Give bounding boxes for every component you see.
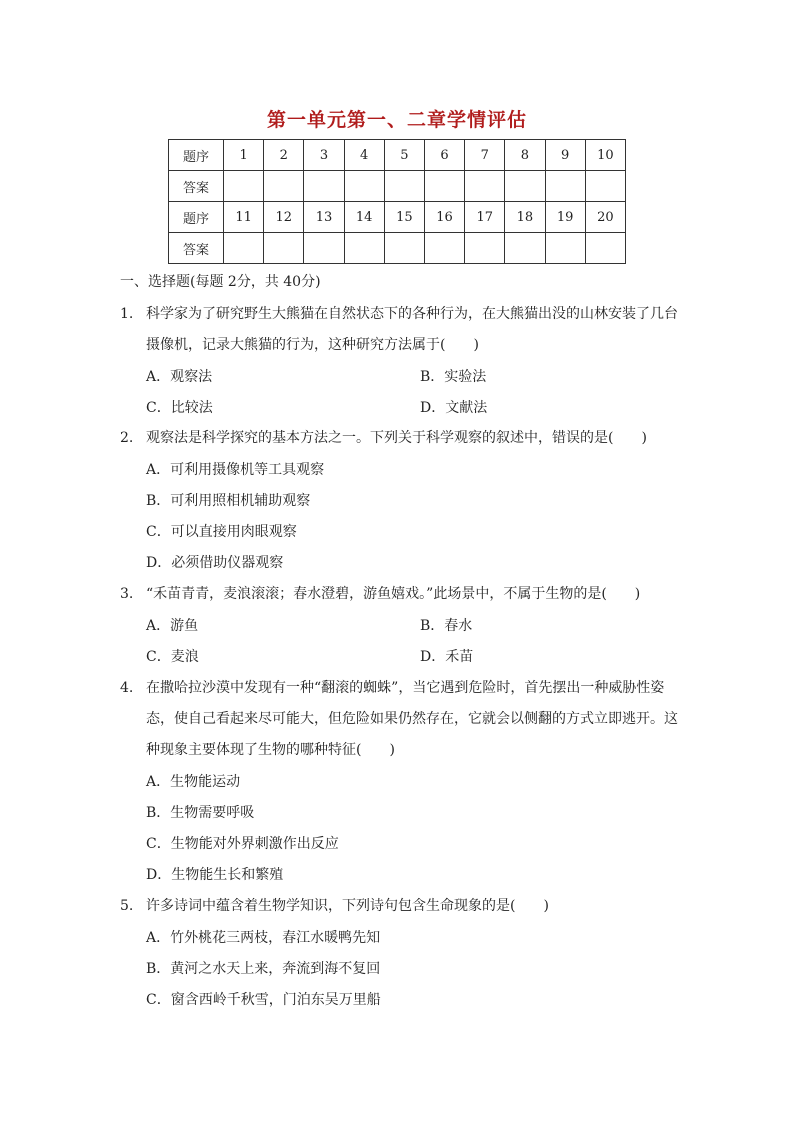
option-d[interactable]: D．文献法 bbox=[420, 400, 488, 416]
table-row-numbers-2 bbox=[169, 202, 626, 233]
answer-cell[interactable] bbox=[384, 233, 424, 264]
question-number: 2. bbox=[120, 430, 134, 446]
option-d[interactable]: D．必须借助仪器观察 bbox=[146, 555, 284, 571]
option-a[interactable]: A．游鱼 bbox=[146, 618, 199, 634]
answer-table bbox=[168, 139, 626, 264]
question-number-cell: 1 bbox=[224, 140, 264, 171]
question-number-cell: 6 bbox=[424, 140, 464, 171]
question-number-cell: 13 bbox=[304, 202, 344, 233]
answer-cell[interactable] bbox=[344, 171, 384, 202]
table-row-answers-2 bbox=[169, 233, 626, 264]
answer-cell[interactable] bbox=[465, 171, 505, 202]
option-a[interactable]: A．生物能运动 bbox=[146, 774, 241, 790]
question-number: 5. bbox=[120, 898, 134, 914]
answer-cell[interactable] bbox=[304, 171, 344, 202]
question-line: 许多诗词中蕴含着生物学知识，下列诗句包含生命现象的是( ) bbox=[146, 898, 549, 914]
answer-cell[interactable] bbox=[545, 171, 585, 202]
question-number-cell: 14 bbox=[344, 202, 384, 233]
question-line: “禾苗青青，麦浪滚滚；春水澄碧，游鱼嬉戏。”此场景中，不属于生物的是( ) bbox=[146, 586, 641, 602]
answer-cell[interactable] bbox=[585, 171, 625, 202]
answer-cell[interactable] bbox=[505, 171, 545, 202]
question-number-cell: 4 bbox=[344, 140, 384, 171]
answer-cell[interactable] bbox=[545, 233, 585, 264]
question-text bbox=[146, 299, 686, 361]
row-header: 题序 bbox=[169, 140, 224, 171]
question-line: 态，使自己看起来尽可能大，但危险如果仍然存在，它就会以侧翻的方式立即逃开。这 bbox=[146, 711, 678, 727]
answer-cell[interactable] bbox=[424, 233, 464, 264]
answer-cell[interactable] bbox=[384, 171, 424, 202]
question-number-cell: 8 bbox=[505, 140, 545, 171]
option-b[interactable]: B．实验法 bbox=[420, 369, 487, 385]
option-a[interactable]: A．观察法 bbox=[146, 369, 213, 385]
question-number-cell: 17 bbox=[465, 202, 505, 233]
page-title: 第一单元第一、二章学情评估 bbox=[266, 109, 527, 131]
option-c[interactable]: C．麦浪 bbox=[146, 649, 199, 665]
question-number: 4. bbox=[120, 680, 134, 696]
answer-cell[interactable] bbox=[224, 233, 264, 264]
answer-cell[interactable] bbox=[505, 233, 545, 264]
question-text bbox=[146, 673, 686, 766]
option-b[interactable]: B．黄河之水天上来，奔流到海不复回 bbox=[146, 961, 381, 977]
option-c[interactable]: C．可以直接用肉眼观察 bbox=[146, 524, 297, 540]
question-number-cell: 12 bbox=[264, 202, 304, 233]
row-header: 答案 bbox=[169, 171, 224, 202]
question-number-cell: 16 bbox=[424, 202, 464, 233]
question-number-cell: 20 bbox=[585, 202, 625, 233]
row-header: 答案 bbox=[169, 233, 224, 264]
question-number-cell: 5 bbox=[384, 140, 424, 171]
question-number-cell: 2 bbox=[264, 140, 304, 171]
answer-cell[interactable] bbox=[424, 171, 464, 202]
option-b[interactable]: B．春水 bbox=[420, 618, 473, 634]
question-number: 3. bbox=[120, 586, 134, 602]
question-number-cell: 15 bbox=[384, 202, 424, 233]
question-number-cell: 11 bbox=[224, 202, 264, 233]
question-text bbox=[146, 579, 686, 610]
option-b[interactable]: B．生物需要呼吸 bbox=[146, 805, 255, 821]
answer-cell[interactable] bbox=[585, 233, 625, 264]
question-number-cell: 19 bbox=[545, 202, 585, 233]
section-heading: 一、选择题(每题 2分，共 40分) bbox=[120, 274, 321, 290]
option-b[interactable]: B．可利用照相机辅助观察 bbox=[146, 493, 311, 509]
answer-cell[interactable] bbox=[264, 171, 304, 202]
question-number-cell: 9 bbox=[545, 140, 585, 171]
row-header: 题序 bbox=[169, 202, 224, 233]
answer-cell[interactable] bbox=[465, 233, 505, 264]
table-row-numbers-1 bbox=[169, 140, 626, 171]
question-number-cell: 10 bbox=[585, 140, 625, 171]
question-line: 在撒哈拉沙漠中发现有一种“翻滚的蜘蛛”，当它遇到危险时，首先摆出一种威胁性姿 bbox=[146, 680, 665, 696]
question-line: 摄像机，记录大熊猫的行为，这种研究方法属于( ) bbox=[146, 337, 479, 353]
question-text bbox=[146, 891, 686, 922]
answer-cell[interactable] bbox=[264, 233, 304, 264]
option-d[interactable]: D．禾苗 bbox=[420, 649, 474, 665]
question-line: 种现象主要体现了生物的哪种特征( ) bbox=[146, 742, 395, 758]
option-c[interactable]: C．比较法 bbox=[146, 400, 213, 416]
question-text bbox=[146, 423, 686, 454]
table-row-answers-1 bbox=[169, 171, 626, 202]
question-number-cell: 18 bbox=[505, 202, 545, 233]
option-d[interactable]: D．生物能生长和繁殖 bbox=[146, 867, 284, 883]
answer-cell[interactable] bbox=[304, 233, 344, 264]
option-a[interactable]: A．可利用摄像机等工具观察 bbox=[146, 462, 325, 478]
answer-cell[interactable] bbox=[224, 171, 264, 202]
question-line: 科学家为了研究野生大熊猫在自然状态下的各种行为，在大熊猫出没的山林安装了几台 bbox=[146, 306, 678, 322]
option-c[interactable]: C．生物能对外界刺激作出反应 bbox=[146, 836, 339, 852]
question-number-cell: 3 bbox=[304, 140, 344, 171]
question-line: 观察法是科学探究的基本方法之一。下列关于科学观察的叙述中，错误的是( ) bbox=[146, 430, 647, 446]
option-c[interactable]: C．窗含西岭千秋雪，门泊东吴万里船 bbox=[146, 992, 381, 1008]
answer-cell[interactable] bbox=[344, 233, 384, 264]
option-a[interactable]: A．竹外桃花三两枝，春江水暖鸭先知 bbox=[146, 930, 381, 946]
question-number: 1. bbox=[120, 306, 134, 322]
question-number-cell: 7 bbox=[465, 140, 505, 171]
